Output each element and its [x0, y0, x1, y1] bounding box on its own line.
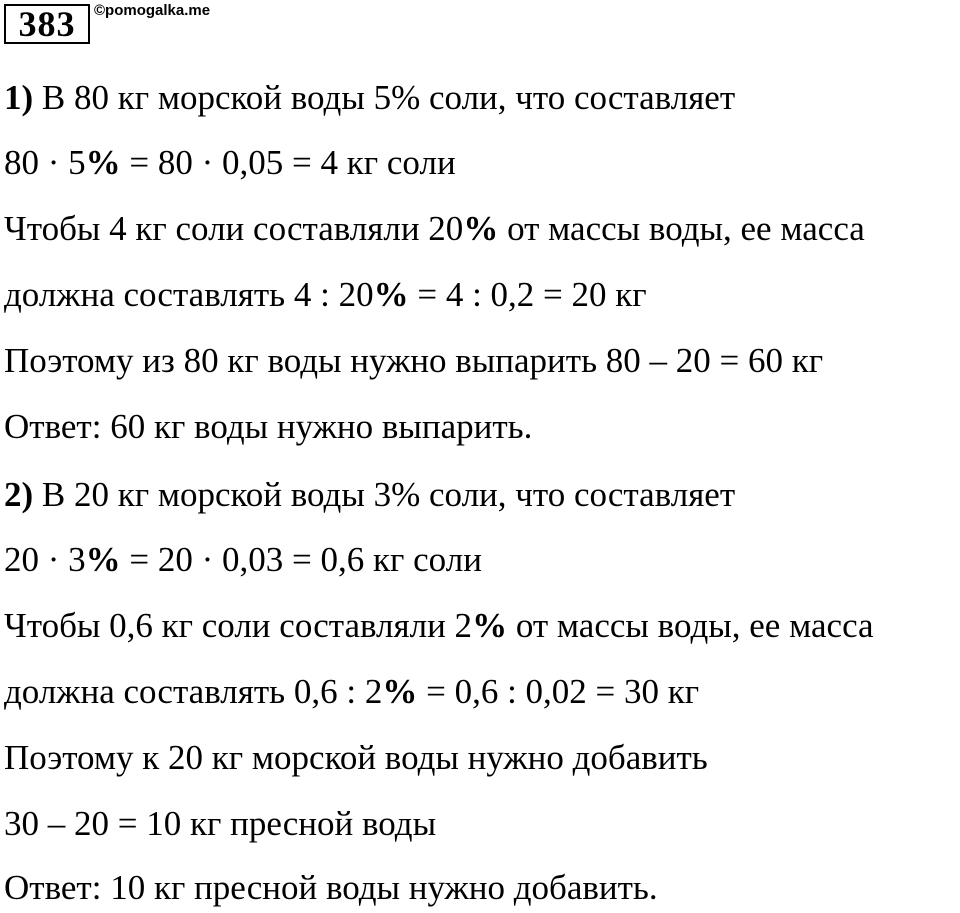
part1-condition-b: от массы воды, ее масса	[498, 209, 865, 248]
part2-condition-a: Чтобы 0,6 кг соли составляли 2	[4, 606, 473, 645]
part1-condition-line	[4, 209, 865, 249]
part2-mass-b: = 0,6 : 0,02 = 30 кг	[417, 672, 700, 711]
part2-calc-pct: %	[85, 540, 121, 579]
part1-calc-pct: %	[85, 143, 121, 182]
part1-mass-line	[4, 275, 647, 315]
part2-calc-a: 20 · 3	[4, 540, 86, 579]
part2-answer: Ответ: 10 кг пресной воды нужно добавить.	[4, 868, 658, 907]
part1-mass-a: должна составлять 4 : 20	[4, 275, 374, 314]
part1-mass-b: = 4 : 0,2 = 20 кг	[408, 275, 647, 314]
part2-calc-line	[4, 540, 482, 580]
part1-condition-pct: %	[463, 209, 499, 248]
part1-marker: 1)	[4, 78, 34, 117]
part1-answer: Ответ: 60 кг воды нужно выпарить.	[4, 407, 533, 446]
part2-condition-line	[4, 606, 874, 646]
part2-add-line: Поэтому к 20 кг морской воды нужно добавить	[4, 738, 708, 777]
part1-intro-text: В 80 кг морской воды 5% соли, что составляет	[33, 78, 736, 117]
part2-calc-b: = 20 · 0,03 = 0,6 кг соли	[120, 540, 482, 579]
part2-condition-b: от массы воды, ее масса	[507, 606, 874, 645]
part1-mass-pct: %	[373, 275, 409, 314]
part1-calc-b: = 80 · 0,05 = 4 кг соли	[120, 143, 456, 182]
watermark: ©pomogalka.me	[94, 2, 211, 19]
part2-mass-line	[4, 672, 699, 712]
part2-intro-line	[4, 475, 735, 515]
part1-evaporate-line: Поэтому из 80 кг воды нужно выпарить 80 – 20 = 60 кг	[4, 341, 824, 380]
part2-mass-pct: %	[382, 672, 418, 711]
part1-condition-a: Чтобы 4 кг соли составляли 20	[4, 209, 464, 248]
part1-calc-a: 80 · 5	[4, 143, 86, 182]
part2-mass-a: должна составлять 0,6 : 2	[4, 672, 383, 711]
task-number-box: 383	[4, 4, 90, 44]
part2-marker: 2)	[4, 475, 34, 514]
part2-condition-pct: %	[472, 606, 508, 645]
part2-fresh-water-line: 30 – 20 = 10 кг пресной воды	[4, 804, 437, 843]
part2-intro-text: В 20 кг морской воды 3% соли, что составляет	[33, 475, 736, 514]
part1-intro-line	[4, 78, 735, 118]
part1-calc-line	[4, 143, 456, 183]
